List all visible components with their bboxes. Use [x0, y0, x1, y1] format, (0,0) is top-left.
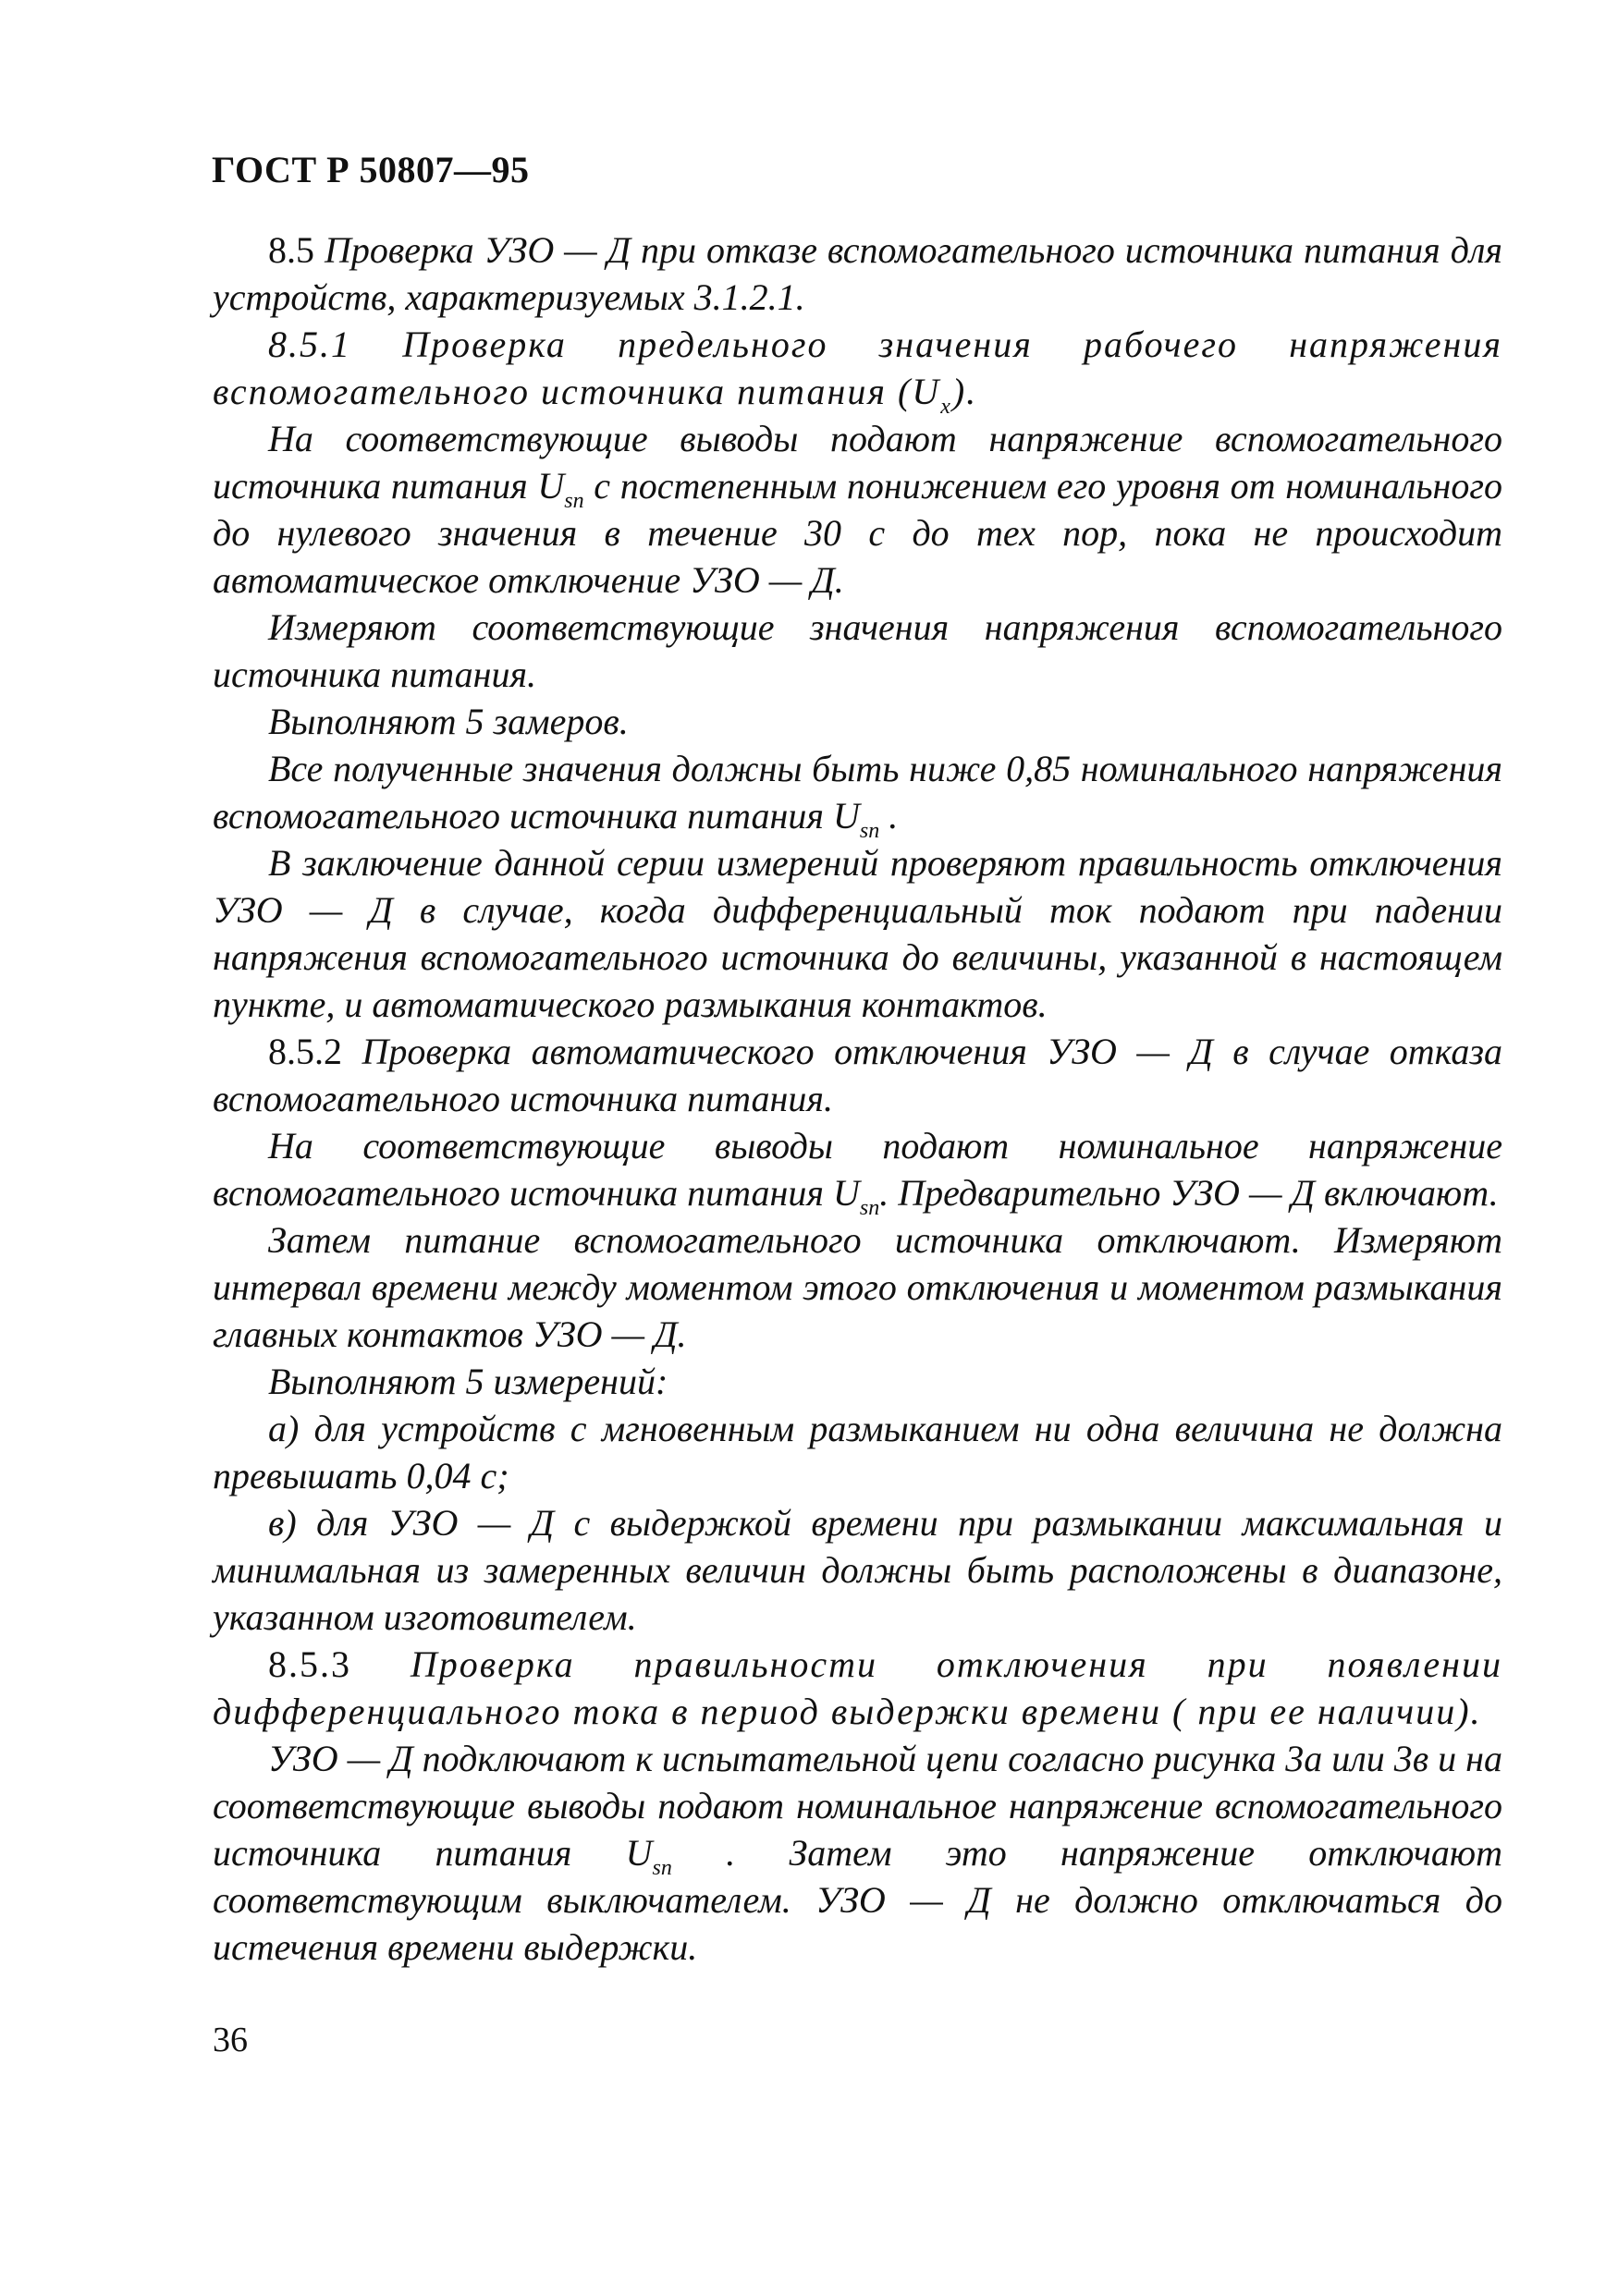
section-title: Проверка правильности отключения при появлении дифференциального тока в период выдержки времени ( при ее наличии). — [213, 1643, 1502, 1732]
paragraph: В заключение данной серии измерений проверяют правильность отключения УЗО — Д в случае, когда дифференциальный ток подают при падении напряжения вспомогательного источника до величины, указанной в настоящем пункте, и автоматического размыкания контактов. — [213, 842, 1502, 1025]
paragraph-8-5 — [213, 226, 1502, 321]
document-body — [213, 226, 1502, 1971]
subscript: x — [940, 395, 952, 419]
paragraph-8-5-1 — [213, 321, 1502, 419]
section-title: Проверка автоматического отключения УЗО — Д в случае отказа вспомогательного источника питания. — [213, 1031, 1502, 1119]
section-number: 8.5.3 — [268, 1643, 351, 1685]
paragraph: Измеряют соответствующие значения напряжения вспомогательного источника питания. — [213, 606, 1502, 695]
paragraph-text: УЗО — Д подключают к испытательной цепи согласно рисунка 3а или 3в и на соответствующие выводы подают номинальное напряжение вспомогательного источника питания U — [213, 1738, 1502, 1874]
paragraph — [213, 1735, 1502, 1971]
section-title: Проверка предельного значения рабочего напряжения вспомогательного источника питания (U — [213, 324, 1502, 412]
section-number: 8.5.1 — [268, 324, 351, 365]
text-tail: . Предварительно УЗО — Д включают. — [879, 1172, 1499, 1214]
subscript: sn — [652, 1856, 672, 1880]
section-title: Проверка УЗО — Д при отказе вспомогательного источника питания для устройств, характеризуемых 3.1.2.1. — [213, 229, 1502, 318]
paragraph: Выполняют 5 замеров. — [268, 701, 629, 742]
section-number: 8.5.2 — [268, 1031, 342, 1072]
list-item-a: а) для устройств с мгновенным размыканием ни одна величина не должна превышать 0,04 с; — [213, 1408, 1502, 1496]
text-tail: . Затем это напряжение отключают соответствующим выключателем. УЗО — Д не должно отключаться до истечения времени выдержки. — [213, 1832, 1502, 1968]
paragraph-text: На соответствующие выводы подают номинальное напряжение вспомогательного источника питания U — [213, 1125, 1502, 1214]
paragraph — [213, 415, 1502, 604]
paragraph-8-5-3 — [213, 1641, 1502, 1735]
page-number: 36 — [213, 2021, 248, 2059]
paragraph — [213, 745, 1502, 843]
text-tail: с постепенным понижением его уровня от номинального до нулевого значения в течение 30 с до тех пор, пока не происходит автоматическое отключение УЗО — Д. — [213, 465, 1503, 601]
paragraph — [213, 1122, 1502, 1220]
document-code: ГОСТ Р 50807—95 — [212, 149, 530, 190]
subscript: sn — [859, 819, 880, 843]
list-item-v: в) для УЗО — Д с выдержкой времени при размыкании максимальная и минимальная из замеренных величин должны быть расположены в диапазоне, указанном изготовителем. — [213, 1502, 1502, 1638]
text-tail: . — [879, 795, 899, 837]
subscript: sn — [564, 489, 584, 513]
paragraph-text: На соответствующие выводы подают напряжение вспомогательного источника питания U — [213, 418, 1502, 507]
text-tail: ). — [951, 371, 978, 412]
paragraph-8-5-2 — [213, 1028, 1502, 1122]
section-number: 8.5 — [268, 229, 314, 271]
paragraph: Выполняют 5 измерений: — [268, 1361, 668, 1402]
paragraph-text: Все полученные значения должны быть ниже 0,85 номинального напряжения вспомогательного источника питания U — [213, 748, 1502, 837]
subscript: sn — [859, 1196, 880, 1220]
paragraph: Затем питание вспомогательного источника отключают. Измеряют интервал времени между моментом этого отключения и моментом размыкания главных контактов УЗО — Д. — [213, 1219, 1502, 1355]
